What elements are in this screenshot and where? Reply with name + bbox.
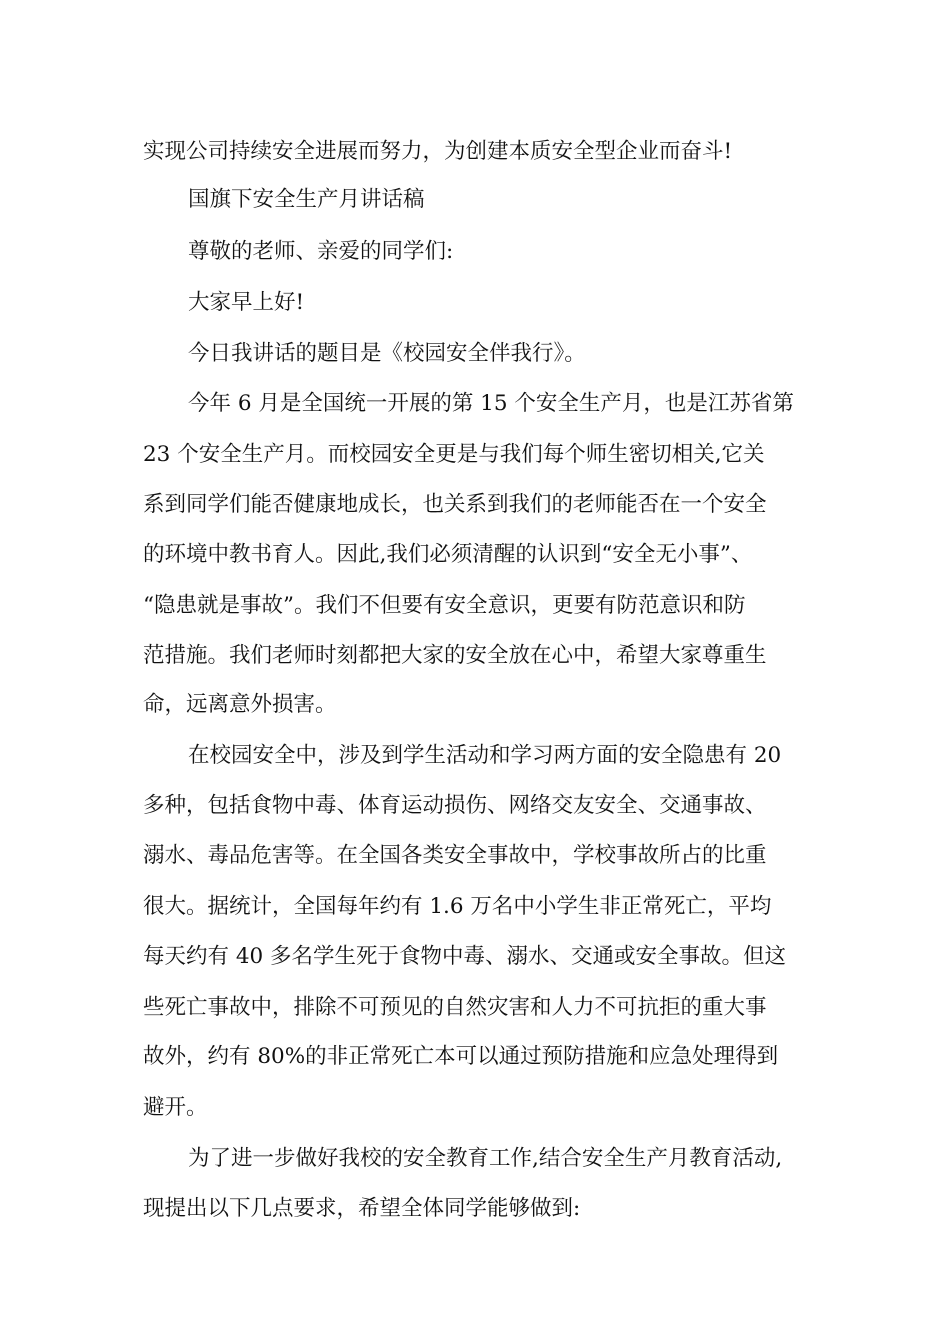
salutation: 尊敬的老师、亲爱的同学们: (188, 239, 454, 264)
paragraph-line: 命，远离意外损害。 (143, 692, 337, 717)
paragraph-line: 故外，约有 80%的非正常死亡本可以通过预防措施和应急处理得到 (143, 1044, 779, 1069)
topic-line: 今日我讲话的题目是《校园安全伴我行》。 (188, 341, 586, 366)
paragraph-line: 很大。据统计，全国每年约有 1.6 万名中小学生非正常死亡，平均 (143, 894, 772, 919)
paragraph-line: “隐患就是事故”。我们不但要有安全意识，更要有防范意识和防 (143, 593, 746, 618)
paragraph-line: 些死亡事故中，排除不可预见的自然灾害和人力不可抗拒的重大事 (143, 995, 767, 1020)
paragraph-line: 的环境中教书育人。因此,我们必须清醒的认识到“安全无小事”、 (143, 542, 753, 567)
paragraph-line: 今年 6 月是全国统一开展的第 15 个安全生产月，也是江苏省第 (188, 391, 794, 416)
paragraph-line: 溺水、毒品危害等。在全国各类安全事故中，学校事故所占的比重 (143, 843, 767, 868)
greeting: 大家早上好! (188, 290, 305, 315)
paragraph-line: 每天约有 40 多名学生死于食物中毒、溺水、交通或安全事故。但这 (143, 944, 787, 969)
paragraph-line: 避开。 (143, 1095, 208, 1120)
paragraph-line: 系到同学们能否健康地成长，也关系到我们的老师能否在一个安全 (143, 492, 767, 517)
paragraph-line: 现提出以下几点要求，希望全体同学能够做到: (143, 1196, 581, 1221)
paragraph-line: 为了进一步做好我校的安全教育工作,结合安全生产月教育活动, (188, 1146, 783, 1171)
speech-title: 国旗下安全生产月讲话稿 (188, 187, 425, 212)
text-line: 实现公司持续安全进展而努力，为创建本质安全型企业而奋斗! (143, 139, 733, 164)
paragraph-line: 范措施。我们老师时刻都把大家的安全放在心中，希望大家尊重生 (143, 643, 767, 668)
paragraph-line: 多种，包括食物中毒、体育运动损伤、网络交友安全、交通事故、 (143, 793, 767, 818)
paragraph-line: 23 个安全生产月。而校园安全更是与我们每个师生密切相关,它关 (143, 442, 765, 467)
paragraph-line: 在校园安全中，涉及到学生活动和学习两方面的安全隐患有 20 (188, 743, 782, 768)
